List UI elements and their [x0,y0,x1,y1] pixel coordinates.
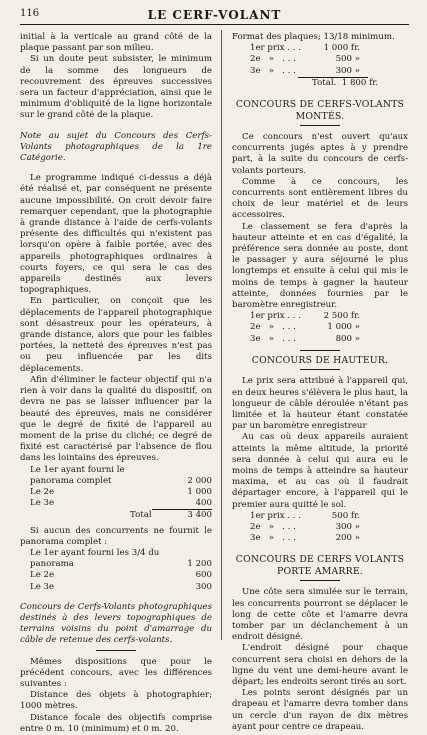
paragraph: Si un doute peut subsister, le minimum de la somme des longueurs de recouvrement des épreuves successives sera un facteur d'appréciation, ainsi que le minimum d'obliquité de la ligne horizontale sur le grand côté de la plaque. [20,54,212,121]
prize-row: 3e » . . . 200 » [250,533,360,544]
prize-row: 1er prix . . . 2 500 fr. [250,311,360,322]
journal-title: LE CERF-VOLANT [147,8,282,22]
total-row: Total. 1 800 fr. [312,77,379,88]
section-heading: CONCOURS DE CERFS VOLANTS PORTE AMARRE. [235,554,405,577]
right-column [232,32,408,733]
prize-row: 1er prix . . . 500 fr. [250,510,360,521]
paragraph: Comme à ce concours, les concurrents sont entièrement libres du choix de leur matériel et de leurs accessoires. [232,176,408,221]
prize-row: Le 3e 400 [30,498,212,509]
paragraph: Distance focale des objectifs comprise entre 0 m. 10 (minimum) et 0 m. 20. [20,712,212,734]
prize-row: Le 1er ayant fourni le panorama complet 2 000 [30,464,212,486]
paragraph: Une côte sera simulée sur le terrain, les concurrents pourront se déplacer le long de cette côte et l'amarre devra tomber par un déclanchement à un endroit désigné. [232,587,408,643]
paragraph: Le prix sera attribué à l'appareil qui, en deux heures s'élèvera le plus haut, la longueur de câble déroulée n'étant pas limitée et la hauteur étant constatée par un baromètre enregistreur [232,376,408,432]
paragraph: L'endroit désigné pour chaque concurrent sera choisi en dehors de la ligne du vent une demi-heure avant le départ; les endroits seront tirés au sort. [232,643,408,688]
prize-row: 2e » . . . 1 000 » [250,322,360,333]
paragraph: Ce concours n'est ouvert qu'aux concurrents jugés aptes à y prendre part, à la suite du concours de cerfs-volants porteurs. [232,132,408,176]
left-column [20,32,212,735]
prize-row: 2e » . . . 500 » [250,54,360,65]
section-underline [300,125,340,126]
note-heading: Concours de Cerfs-Volants photographiques destinés à des levers topographiques de terrains voisins du point d'amarrage du câble de retenue des cerfs-volants. [20,601,212,646]
paragraph: En particulier, on conçoit que les déplacements de l'appareil photographique sont désastreux pour les opérateurs, à grande distance, alors que pour les faibles portées, la netteté des épreuves n'est pas ou peu influencée par les dits déplacements. [20,296,212,374]
page-number: 116 [20,8,40,19]
section-heading: CONCOURS DE CERFS-VOLANTS MONTÉS. [235,99,405,122]
prize-row: 3e » . . . 300 » [250,65,360,76]
prize-row: Le 2e 600 [30,570,212,581]
prize-row: 3e » . . . 800 » [250,333,360,344]
section-underline [300,369,340,370]
total-row: Total 3 400 [130,510,212,521]
section-heading: CONCOURS DE HAUTEUR. [251,354,389,366]
column-divider [221,30,222,640]
paragraph: Afin d'éliminer le facteur objectif qui n'a rien à voir dans la qualité du dispositif, on devra ne pas se laisser influencer par la beauté des épreuves, mais ne considérer que le degré de fixité de l'appareil au moment de la prise du cliché; ce degré de fixité est caractérisé par l'absence de flou dans les lointains des épreuves. [20,374,212,464]
paragraph: Au cas où deux appareils auraient atteints la même altitude, la priorité sera donnée à celui qui aura eu le moins de temps à atteindre sa hauteur maxima, et au cas où il faudrait départager encore, à l'appareil qui le premier aura quitté le sol. [232,432,408,510]
prize-row: Le 1er ayant fourni les 3/4 du panorama 1 200 [30,547,212,570]
paragraph: Les points seront désignés par un drapeau et l'amarre devra tomber dans un cercle d'un rayon de dix mètres ayant pour centre ce drapeau. [232,688,408,732]
section-underline [300,580,340,581]
paragraph: Mêmes dispositions que pour le précédent concours, avec les différences suivantes : [20,656,212,689]
page-header [20,8,409,22]
prize-row: 1er prix . . . 1 000 fr. [250,43,360,54]
prize-row: Le 2e 1 000 [30,486,212,497]
paragraph: Le programme indiqué ci-dessus a déjà été réalisé et, par conséquent ne présente aucune impossibilité. On croit devoir faire remarquer cependant, que la photographie à grande distance à l'aide de cerfs-volants présente des difficultés qui n'existent pas lorsqu'on opère à faible portée, avec des appareils photographiques ordinaires à courts foyers, ce qui sera le cas des appareils destinés aux levers topographiques. [20,173,212,296]
prize-row: 2e » . . . 300 » [250,522,360,533]
paragraph: Format des plaques; 13/18 minimum. [232,32,395,42]
paragraph: initial à la verticale au grand côté de la plaque passant par son milieu. [20,32,212,54]
note-heading: Note au sujet du Concours des Cerfs-Volants photographiques de la 1re Catégorie. [20,130,212,164]
paragraph: Distance des objets à photographier; 1000 mètres. [20,690,212,712]
prize-row: Le 3e 300 [30,581,212,592]
paragraph: Si aucun des concurrents ne fournit le panorama complet : [20,525,212,547]
section-underline [300,350,340,351]
paragraph: Le classement se fera d'après la hauteur atteinte et en cas d'égalité, la préférence sera donnée au poste, dont le passager y aura séjourné le plus longtemps et ensuite à celui qui mis le moins de temps à gagner la hauteur atteinte, données fournies par le baromètre enregistreur. [232,221,408,311]
header-rule [20,24,409,25]
